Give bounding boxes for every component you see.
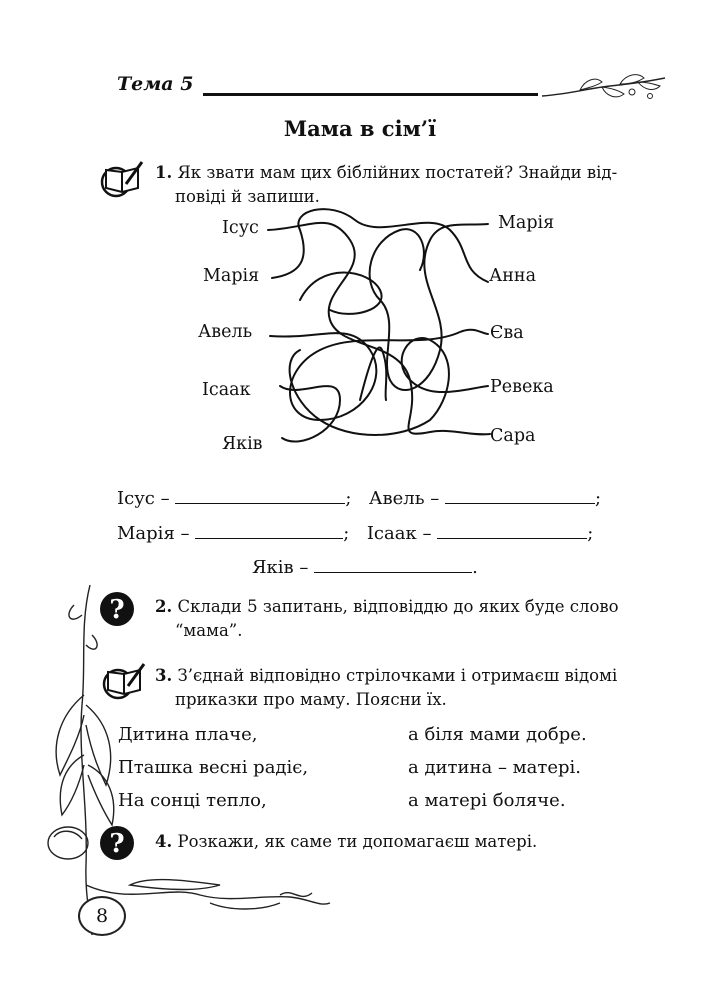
task2-text [155, 595, 665, 643]
task4-text [155, 830, 665, 854]
topic-underline [203, 93, 538, 96]
answer-abel-label: Авель – [368, 488, 440, 509]
maze-left-jesus: Ісус [222, 218, 259, 238]
answer-jacob-field[interactable] [314, 556, 472, 573]
task4-number: 4. [155, 832, 173, 851]
question-icon [98, 822, 136, 864]
maze-right-sarah: Сара [490, 426, 536, 446]
topic-label: Тема 5 [117, 73, 194, 95]
task3-line1: З’єднай відповідно стрілочками і отримаєш відомі [177, 666, 618, 685]
task1-line2: повіді й запиши. [175, 187, 320, 206]
answer-jacob-label: Яків – [252, 557, 309, 578]
page-number: 8 [78, 896, 126, 936]
svg-text:?: ? [109, 595, 125, 625]
maze-left-mary: Марія [203, 266, 260, 286]
maze-right-mary: Марія [498, 213, 555, 233]
proverb-right-3[interactable]: а матері боляче. [408, 790, 566, 811]
proverb-left-1[interactable]: Дитина плаче, [118, 724, 258, 745]
maze-left-jacob: Яків [222, 434, 263, 454]
page-title: Мама в сім’ї [283, 116, 437, 141]
question-icon [98, 588, 136, 630]
book-pencil-icon [98, 158, 146, 198]
answer-mary-label: Марія – [117, 523, 190, 544]
book-pencil-icon [100, 660, 148, 700]
answer-mary-semicolon: ; [343, 523, 350, 544]
task3-line2: приказки про маму. Поясни їх. [175, 690, 447, 709]
answer-isaac-semicolon: ; [587, 523, 594, 544]
task1-line1: Як звати мам цих біблійних постатей? Знайди від- [177, 163, 618, 182]
answer-row-2 [117, 522, 593, 544]
answer-row-1 [117, 487, 601, 509]
task2-line2: “мама”. [175, 621, 243, 640]
proverb-right-2[interactable]: а дитина – матері. [408, 757, 582, 778]
maze-right-rebekah: Ревека [490, 377, 554, 397]
maze-left-isaac: Ісаак [202, 380, 251, 400]
task1-number: 1. [155, 163, 173, 182]
answer-jesus-label: Ісус – [117, 488, 170, 509]
answer-jesus-semicolon: ; [345, 488, 352, 509]
answer-abel-semicolon: ; [594, 488, 602, 509]
answer-jesus-field[interactable] [175, 487, 345, 504]
task2-line1: Склади 5 запитань, відповіддю до яких буде слово [177, 597, 619, 616]
proverb-left-2[interactable]: Пташка весні радіє, [118, 757, 309, 778]
task3-number: 3. [155, 666, 173, 685]
maze-left-abel: Авель [198, 322, 253, 342]
svg-text:?: ? [109, 829, 125, 859]
maze-right-eve: Єва [490, 323, 524, 343]
branch-ornament [540, 70, 670, 110]
answer-isaac-field[interactable] [437, 522, 587, 539]
answer-row-3 [252, 556, 478, 578]
answer-abel-field[interactable] [445, 487, 595, 504]
answer-isaac-label: Ісаак – [366, 523, 432, 544]
proverb-left-3[interactable]: На сонці тепло, [118, 790, 267, 811]
proverb-right-1[interactable]: а біля мами добре. [408, 724, 587, 745]
answer-mary-field[interactable] [195, 522, 343, 539]
answer-jacob-period: . [472, 557, 478, 578]
maze-right-anna: Анна [489, 266, 537, 286]
task3-text [155, 664, 665, 712]
task4-line: Розкажи, як саме ти допомагаєш матері. [177, 832, 538, 851]
tangle-maze [260, 200, 500, 460]
task2-number: 2. [155, 597, 173, 616]
